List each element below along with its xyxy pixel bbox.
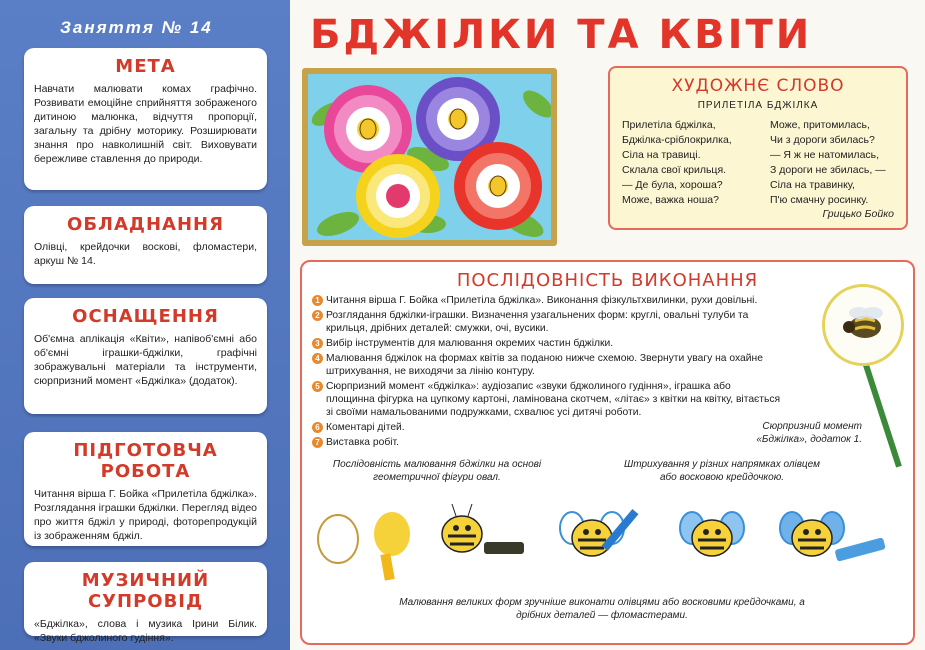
bee-stick [862,361,902,467]
poem-line: Прилетіла бджілка, [622,119,716,131]
drawing-steps-caption: Послідовність малювання бджілки на основі геометричної фігури овал. [332,459,542,483]
card-goal-text: Навчати малювати комах графічно. Розвивати емоційне сприйняття зображеного дитиною малюнка, відчуття пропорції, загальну та дрібну моторику. Розширювати знання про навколишній світ. Виховувати бережливе ставлення до природи. [34,83,257,165]
bee-crayon-icon [780,512,886,562]
poem-line: Сіла на травинку, [770,179,855,191]
step-number-badge: 4 [312,353,323,364]
card-equipment-text: Олівці, крейдочки воскові, фломастери, аркуш № 14. [34,241,257,267]
sequence-heading: ПОСЛІДОВНІСТЬ ВИКОНАННЯ [456,270,759,291]
step-text: Розглядання бджілки-іграшки. Визначення узагальнених форм: круглі, овальні тулуби та крильця, дрібних деталей: смужки, очі, вусики. [326,310,749,334]
yellow-oval-icon [374,512,410,581]
step-number-badge: 6 [312,422,323,433]
poem-line: Бджілка-сріблокрилка, [622,134,732,146]
card-music-title: МУЗИЧНИЙ СУПРОВІД [81,570,210,612]
card-preparation [24,432,267,546]
step-item [312,421,782,434]
poem-line: Чи з дороги збилась? [770,134,875,146]
poem-box [608,66,908,230]
step-item [312,380,782,419]
bee-hatched-wings-icon [680,512,744,556]
poem-line: Може, важка ноша? [622,194,719,206]
page-title: БДЖІЛКИ ТА КВІТИ [310,12,813,58]
poem-line: Може, притомилась, [770,119,870,131]
poem-line: — Я ж не натомилась, [770,149,880,161]
step-number-badge: 1 [312,295,323,306]
bottom-caption: Малювання великих форм зручніше виконати олівцями або восковими крейдочками, а дрібних деталей — фломастерами. [399,597,805,621]
step-item [312,309,782,335]
left-sidebar [0,0,290,650]
step-text: Сюрпризний момент «бджілка»: аудіозапис «звуки бджолиного гудіння», іграшка або площинна фігурка на цупкому картоні, ламінована скотчем, «літає» з квітки на квітку, вітається зі своїми намальованими подружками, схвалює усі дитячі роботи. [326,381,781,418]
card-goal [24,48,267,190]
card-preparation-text: Читання вірша Г. Бойка «Прилетіла бджілка». Розглядання іграшки бджілки. Перегляд відео про життя бджіл у природі, фоторепродукцій із зображенням бджіл. [34,488,257,542]
step-item [312,436,782,449]
steps-list [312,294,782,451]
step-number-badge: 2 [312,310,323,321]
lesson-title: Заняття № 14 [60,18,213,37]
bee-drawing-steps [312,484,902,584]
poem-line: Склала свої крильця. [622,164,727,176]
card-equipment-title: ОБЛАДНАННЯ [67,214,224,235]
card-equipment [24,206,267,284]
poem-line: Сіла на травиці. [622,149,701,161]
card-materials [24,298,267,414]
step-text: Коментарі дітей. [326,422,405,433]
flowers-illustration [308,74,551,240]
main-page [290,0,925,650]
card-materials-text: Об'ємна аплікація «Квіти», напівоб'ємні або об'ємні іграшки-бджілки, графічні зображувальні матеріали та інструменти, сюрпризний момент «Бджілка» (додаток). [34,333,257,387]
bee-wings-icon [560,509,638,556]
card-goal-title: МЕТА [115,56,176,77]
step-item [312,352,782,378]
hatching-caption: Штрихування у різних напрямках олівцем або восковою крейдочкою. [624,459,820,483]
poem-column-left [622,118,732,208]
surprise-caption: Сюрпризний момент «Бджілка», додаток 1. [756,421,862,445]
card-music [24,562,267,644]
poem-author: Грицько Бойко [822,208,894,220]
card-materials-title: ОСНАЩЕННЯ [72,306,219,327]
step-item [312,294,782,307]
bee-striped-icon [442,504,524,554]
step-number-badge: 3 [312,338,323,349]
oval-outline-icon [318,515,358,563]
flowers-applique-image [302,68,557,246]
bee-toy-icon [825,287,901,363]
poem-column-right [770,118,886,208]
step-text: Читання вірша Г. Бойка «Прилетіла бджілка». Виконання фізкультхвилинки, рухи довільні. [326,295,758,306]
sequence-box [300,260,915,645]
step-text: Вибір інструментів для малювання окремих частин бджілки. [326,338,614,349]
poem-line: — Де була, хороша? [622,179,723,191]
poem-subtitle: ПРИЛЕТІЛА БДЖІЛКА [697,100,819,111]
step-number-badge: 5 [312,381,323,392]
poem-line: З дороги не збилась, — [770,164,886,176]
poem-line: П'ю смачну росинку. [770,194,869,206]
surprise-bee-image [822,284,904,366]
card-preparation-title: ПІДГОТОВЧА РОБОТА [73,440,218,482]
step-text: Малювання бджілок на формах квітів за поданою нижче схемою. Звернути увагу на охайне штрихування, не виходячи за лінію контуру. [326,353,763,377]
step-item [312,337,782,350]
card-music-text: «Бджілка», слова і музика Ірини Білик. «Звуки бджолиного гудіння». [34,618,257,644]
poem-heading: ХУДОЖНЄ СЛОВО [671,76,845,96]
step-text: Виставка робіт. [326,437,399,448]
step-number-badge: 7 [312,437,323,448]
